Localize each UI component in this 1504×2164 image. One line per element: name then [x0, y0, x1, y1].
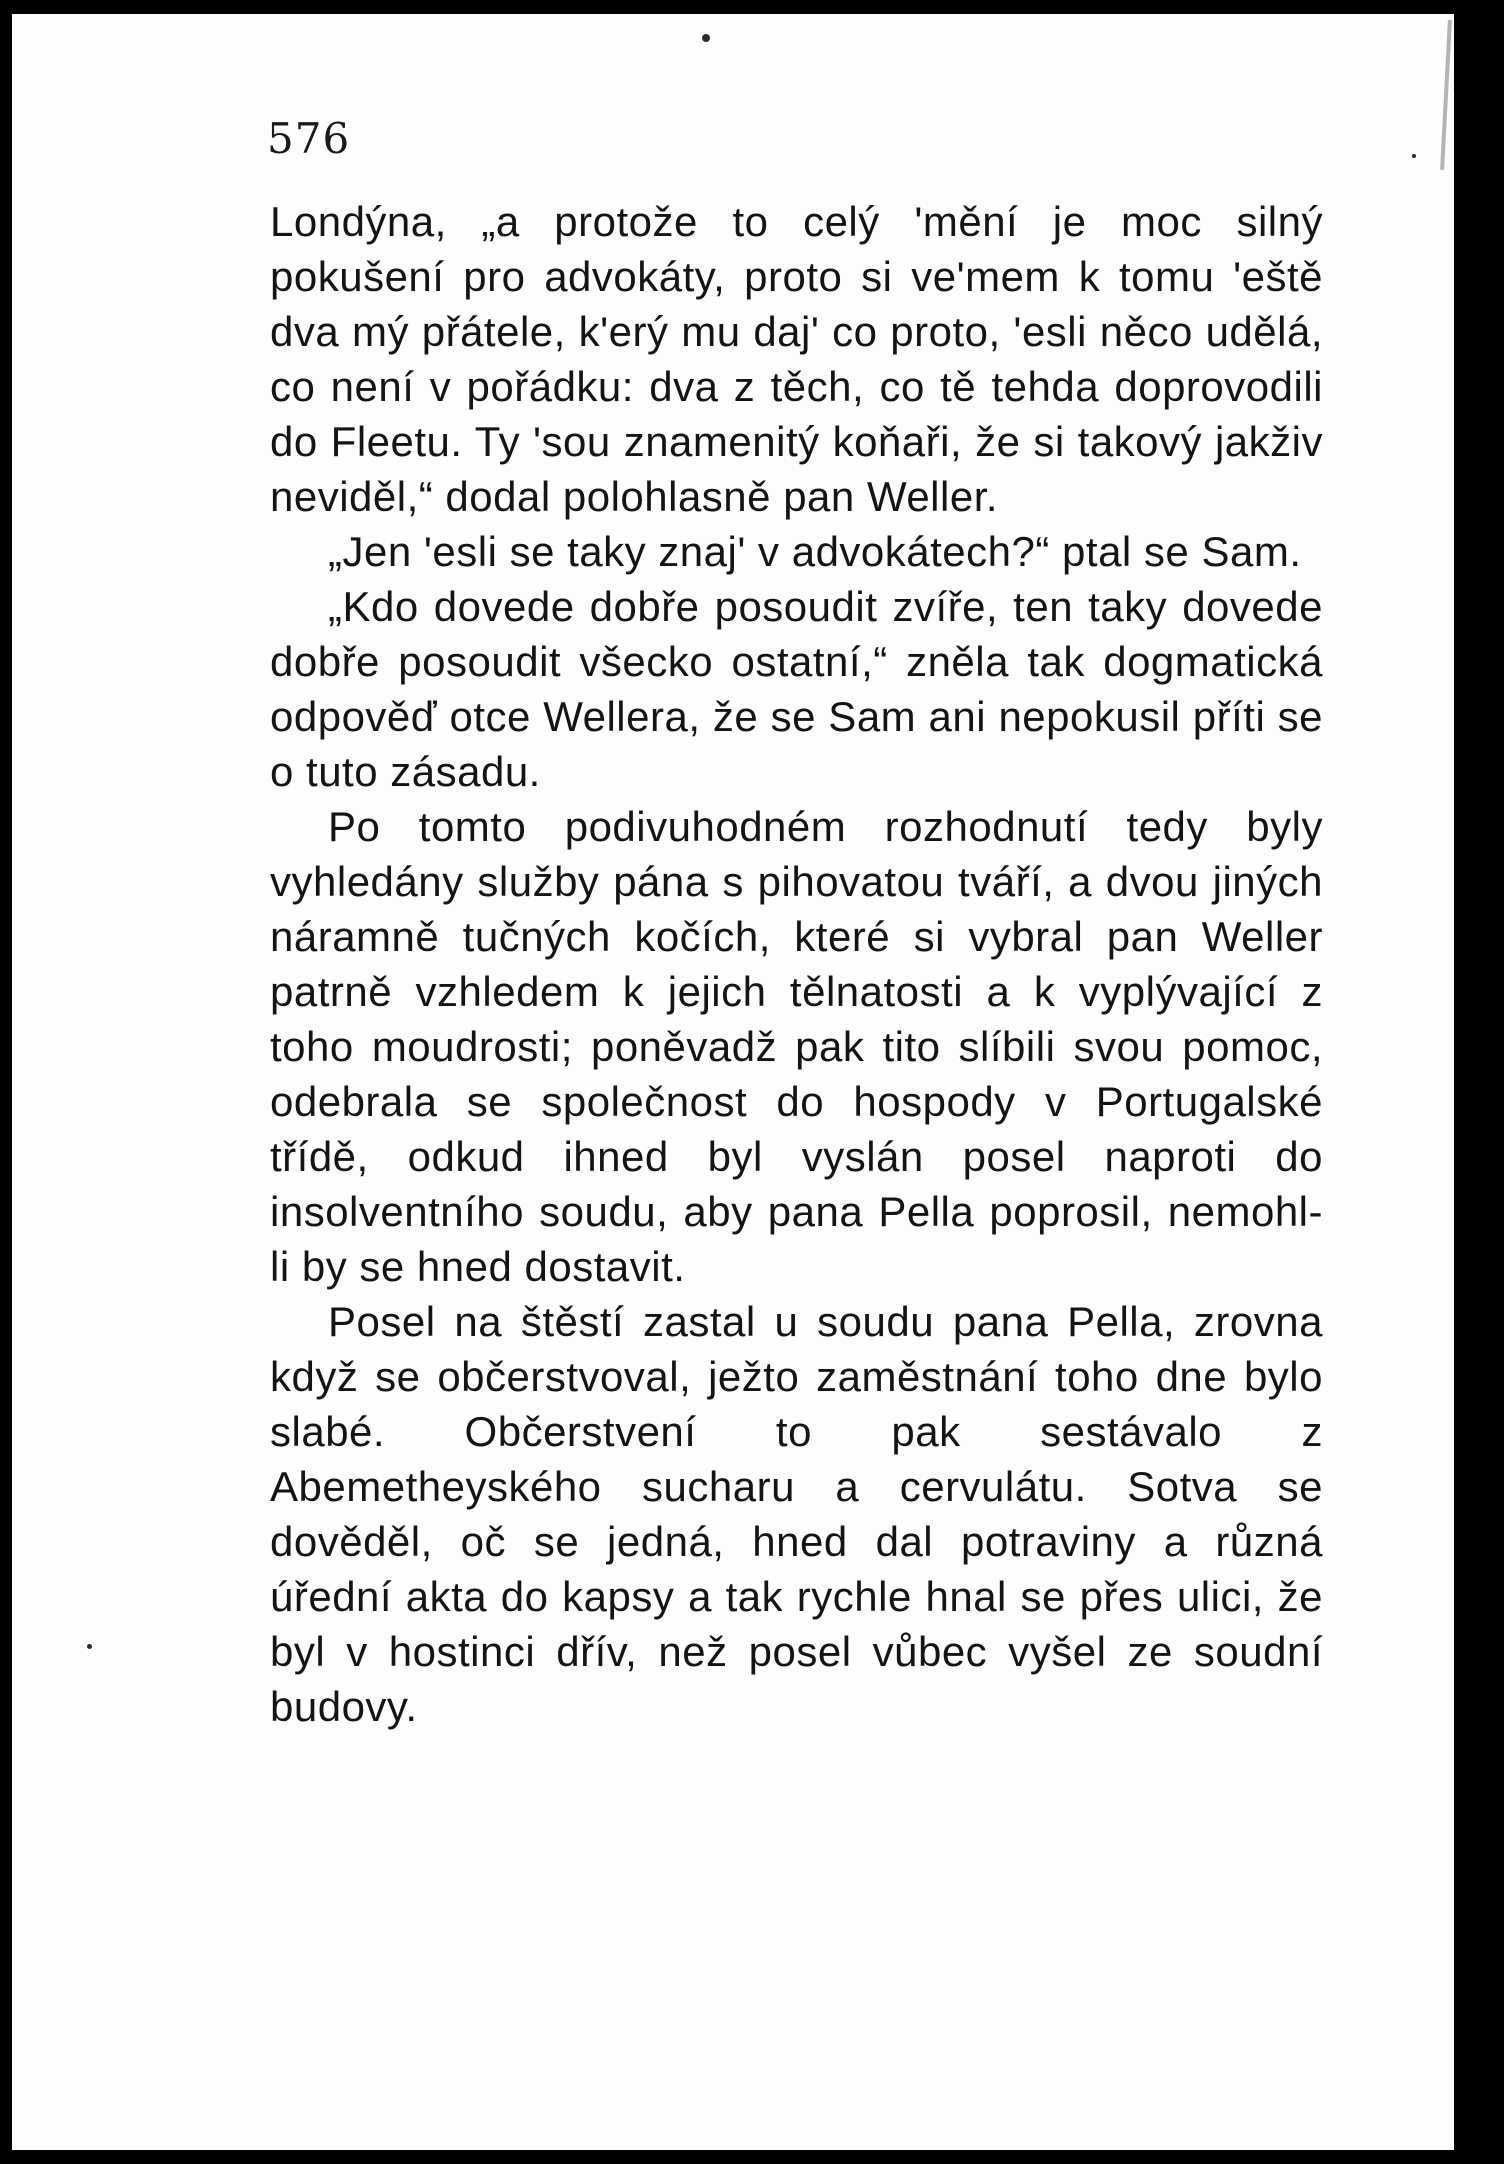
paragraph-2: „Jen 'esli se taky znaj' v advokátech?“ ptal se Sam.: [328, 528, 1302, 575]
print-speck: [87, 1644, 92, 1649]
scan-border-shadow: [1454, 0, 1504, 2164]
page-number: 576: [267, 114, 351, 163]
paragraph-1: Londýna, „a protože to celý 'mění je moc silný pokušení pro advokáty, proto si ve'mem k tomu 'eště dva mý přátele, k'erý mu daj' co proto, 'esli něco udělá, co není v pořádku: dva z těch, co tě tehda doprovodili do Fleetu. Ty 'sou znamenitý koňaři, že si takový jakživ neviděl,“ dodal polohlasně pan Weller.: [270, 198, 1323, 520]
paragraph-4: Po tomto podivuhodném rozhodnutí tedy byly vyhledány služby pána s pihovatou tváří, a dvou jiných náramně tučných kočích, které si vybral pan Weller patrně vzhledem k jejich tělnatosti a k vyplývající z toho moudrosti; poněvadž pak tito slíbili svou pomoc, odebrala se společnost do hospody v Portugalské třídě, odkud ihned byl vyslán posel naproti do insolventního soudu, aby pana Pella poprosil, nemohl-li by se hned dostavit.: [270, 803, 1323, 1290]
print-speck: [1412, 154, 1416, 158]
book-page: [12, 14, 1454, 2150]
paragraph-5: Posel na štěstí zastal u soudu pana Pella, zrovna když se občerstvoval, ježto zaměstnání toho dne bylo slabé. Občerstvení to pak sestávalo z Abemetheyského sucharu a cervulátu. Sotva se dověděl, oč se jedná, hned dal potraviny a různá úřední akta do kapsy a tak rychle hnal se přes ulici, že byl v hostinci dřív, než posel vůbec vyšel ze soudní budovy.: [270, 1298, 1323, 1730]
paragraph-3: „Kdo dovede dobře posoudit zvíře, ten taky dovede dobře posoudit všecko ostatní,“ zněla tak dogmatická odpověď otce Wellera, že se Sam ani nepokusil příti se o tuto zásadu.: [270, 583, 1323, 795]
print-speck: [702, 34, 710, 42]
body-text: [270, 194, 1323, 1734]
